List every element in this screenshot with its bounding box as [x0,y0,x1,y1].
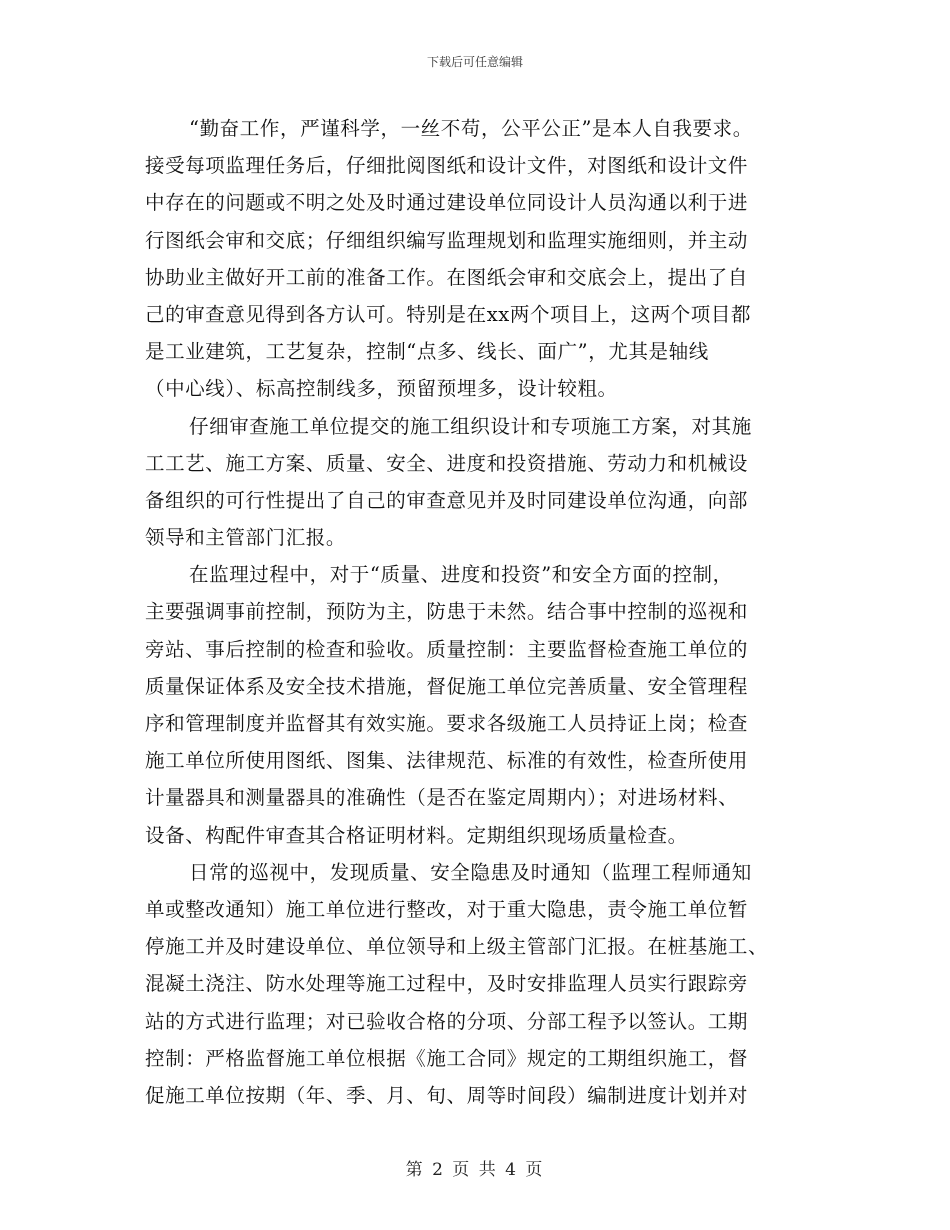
text-line: 站的方式进行监理；对已验收合格的分项、分部工程予以签认。工期 [145,1009,749,1033]
text-line: 控制：严格监督施工单位根据《施工合同》规定的工期组织施工，督 [145,1046,749,1070]
text-line: 主要强调事前控制，预防为主，防患于未然。结合事中控制的巡视和 [145,600,749,624]
text-line: 促施工单位按期（年、季、月、旬、周等时间段）编制进度计划并对 [145,1083,749,1107]
text-line: 停施工并及时建设单位、单位领导和上级主管部门汇报。在桩基施工、 [145,935,769,959]
text-line: 工工艺、施工方案、质量、安全、进度和投资措施、劳动力和机械设 [145,451,749,475]
text-line: 单或整改通知）施工单位进行整改，对于重大隐患，责令施工单位暂 [145,897,749,921]
text-line: 设备、构配件审查其合格证明材料。定期组织现场质量检查。 [145,823,688,847]
text-line: 序和管理制度并监督其有效实施。要求各级施工人员持证上岗；检查 [145,712,749,735]
text-line: 接受每项监理任务后，仔细批阅图纸和设计文件，对图纸和设计文件 [145,154,749,178]
text-line: 中存在的问题或不明之处及时通过建设单位同设计人员沟通以利于进 [145,191,749,215]
page-number: 第 2 页 共 4 页 [405,1160,545,1180]
document-body [145,110,810,1114]
text-line: 领导和主管部门汇报。 [145,526,347,550]
text-line: 是工业建筑，工艺复杂，控制“点多、线长、面广”，尤其是轴线 [145,340,709,364]
text-line: （中心线）、标高控制线多，预留预埋多，设计较粗。 [145,377,618,401]
text-line: 备组织的可行性提出了自己的审查意见并及时同建设单位沟通，向部 [145,488,749,512]
page-header-note: 下载后可任意编辑 [426,55,523,69]
text-line: 日常的巡视中，发现质量、安全隐患及时通知（监理工程师通知 [189,860,752,884]
text-line: 质量保证体系及安全技术措施，督促施工单位完善质量、安全管理程 [145,674,749,698]
text-line: 协助业主做好开工前的准备工作。在图纸会审和交底会上，提出了自 [145,265,749,289]
text-line: 施工单位所使用图纸、图集、法律规范、标准的有效性，检查所使用 [145,749,749,773]
text-line: “勤奋工作，严谨科学，一丝不苟，公平公正”是本人自我要求。 [189,117,753,140]
text-line: 在监理过程中，对于“质量、进度和投资”和安全方面的控制， [189,563,733,587]
text-line: 旁站、事后控制的检查和验收。质量控制：主要监督检查施工单位的 [145,637,749,661]
text-line: 行图纸会审和交底；仔细组织编写监理规划和监理实施细则，并主动 [145,228,749,252]
text-line: 混凝土浇注、防水处理等施工过程中，及时安排监理人员实行跟踪旁 [145,972,749,996]
text-line: 计量器具和测量器具的准确性（是否在鉴定周期内）；对进场材料、 [145,786,739,810]
text-line: 仔细审查施工单位提交的施工组织设计和专项施工方案，对其施 [189,414,752,438]
text-line: 己的审查意见得到各方认可。特别是在xx两个项目上，这两个项目都 [145,302,752,326]
